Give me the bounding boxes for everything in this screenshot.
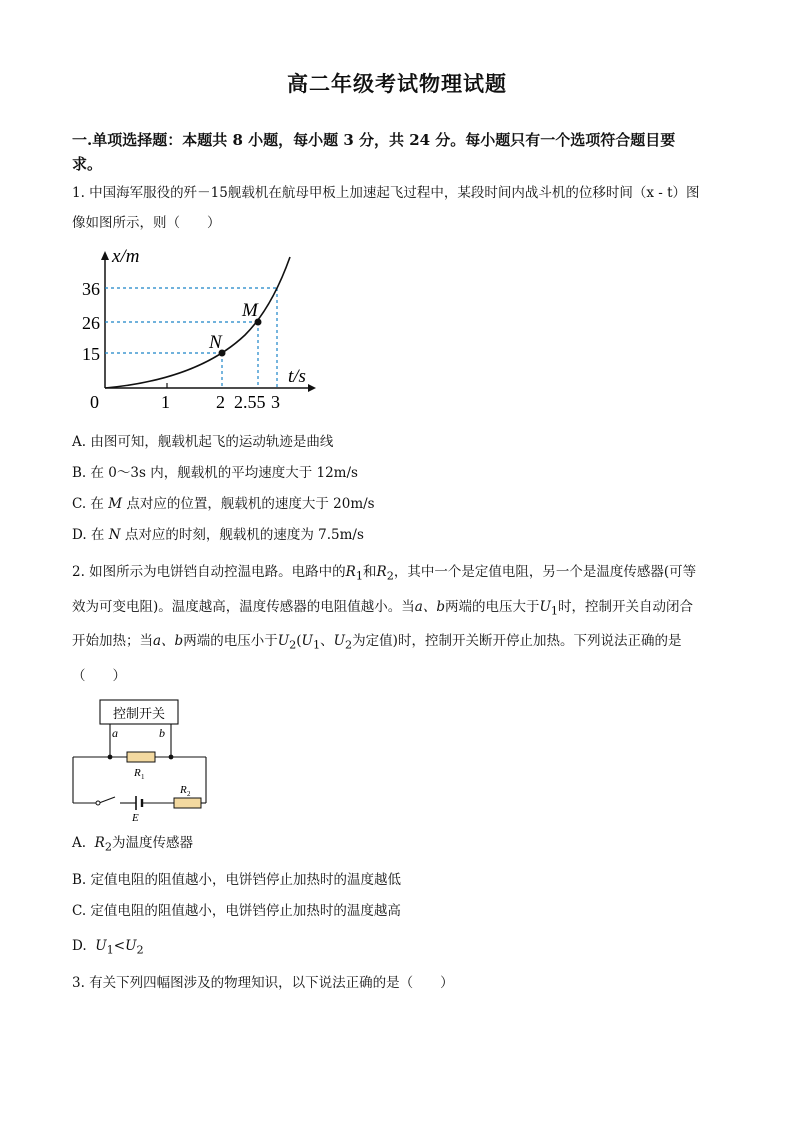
question-1-stem — [72, 178, 732, 238]
question-1-line-2: 像如图所示，则（ ） — [72, 215, 221, 231]
question-2-line-3: 开始加热；当a、b两端的电压小于$U_2(U_1$、$U_2$为定值)时，控制开关断开停止加热。下列说法正确的是 — [72, 633, 682, 653]
question-1-line-1: 1. 中国海军服役的歼－15舰载机在航母甲板上加速起飞过程中，某段时间内战斗机的位移时间（x - t）图 — [72, 185, 700, 201]
y-tick-36: 36 — [82, 279, 100, 299]
terminal-a-label: a — [112, 726, 118, 740]
q2-option-d: D. $U_1<U_2$ — [72, 938, 144, 957]
r1-label: R — [134, 767, 141, 779]
section-heading — [72, 128, 732, 176]
x-tick-1: 1 — [161, 392, 170, 412]
switch-contact — [96, 801, 100, 805]
page-title: 高二年级考试物理试题 — [287, 71, 507, 96]
x-axis-label: t/s — [288, 366, 306, 387]
r1-subscript: 1 — [141, 773, 145, 781]
q1-option-d: D. 在 N 点对应的时刻，舰载机的速度为 7.5m/s — [72, 527, 364, 543]
junction-a — [108, 755, 113, 760]
switch-blade — [99, 797, 115, 803]
y-tick-26: 26 — [82, 313, 100, 333]
x-tick-2: 2 — [216, 392, 225, 412]
t-axis-arrow — [308, 384, 316, 392]
q2-option-a: A. $R_2$为温度传感器 — [72, 835, 193, 854]
q1-option-b: B. 在 0～3s 内，舰载机的平均速度大于 12m/s — [72, 465, 358, 481]
question-2-stem — [72, 557, 732, 691]
junction-b — [169, 755, 174, 760]
y-axis-label: x/m — [112, 246, 140, 267]
position-time-graph — [80, 240, 320, 420]
x-tick-2-55: 2.55 — [234, 392, 266, 412]
emf-label: E — [132, 812, 139, 824]
question-2-line-2: 效为可变电阻)。温度越高，温度传感器的电阻值越小。当a、b两端的电压大于$U_1$时，控制开关自动闭合 — [72, 598, 694, 618]
terminal-b-label: b — [159, 726, 165, 740]
q2-option-b: B. 定值电阻的阻值越小，电饼铛停止加热时的温度越低 — [72, 872, 402, 888]
question-3-stem: 3. 有关下列四幅图涉及的物理知识，以下说法正确的是（ ） — [72, 975, 454, 991]
question-2-line-1: 2. 如图所示为电饼铛自动控温电路。电路中的$R_1$和$R_2$，其中一个是定值电阻，另一个是温度传感器(可等 — [72, 564, 697, 583]
x-tick-0: 0 — [90, 392, 99, 412]
y-tick-15: 15 — [82, 344, 100, 364]
q2-option-c: C. 定值电阻的阻值越小，电饼铛停止加热时的温度越高 — [72, 903, 401, 919]
x-axis-arrow — [101, 251, 109, 260]
point-n-label: N — [209, 332, 222, 353]
control-switch-label: 控制开关 — [112, 706, 166, 721]
resistor-r2 — [174, 798, 201, 808]
q1-option-a: A. 由图可知，舰载机起飞的运动轨迹是曲线 — [72, 434, 334, 450]
section-heading-line-2: 求。 — [72, 155, 103, 173]
question-2-line-4: （ ） — [72, 668, 126, 685]
r2-label: R — [180, 784, 187, 796]
control-circuit-diagram — [70, 697, 215, 825]
q1-option-c: C. 在 M 点对应的位置，舰载机的速度大于 20m/s — [72, 496, 375, 512]
section-heading-line-1: 一.单项选择题：本题共 8 小题，每小题 3 分，共 24 分。每小题只有一个选项符合题目要 — [72, 131, 676, 149]
r2-subscript: 2 — [187, 790, 191, 798]
x-tick-3: 3 — [271, 392, 280, 412]
resistor-r1 — [127, 752, 155, 762]
point-m-label: M — [242, 300, 258, 321]
